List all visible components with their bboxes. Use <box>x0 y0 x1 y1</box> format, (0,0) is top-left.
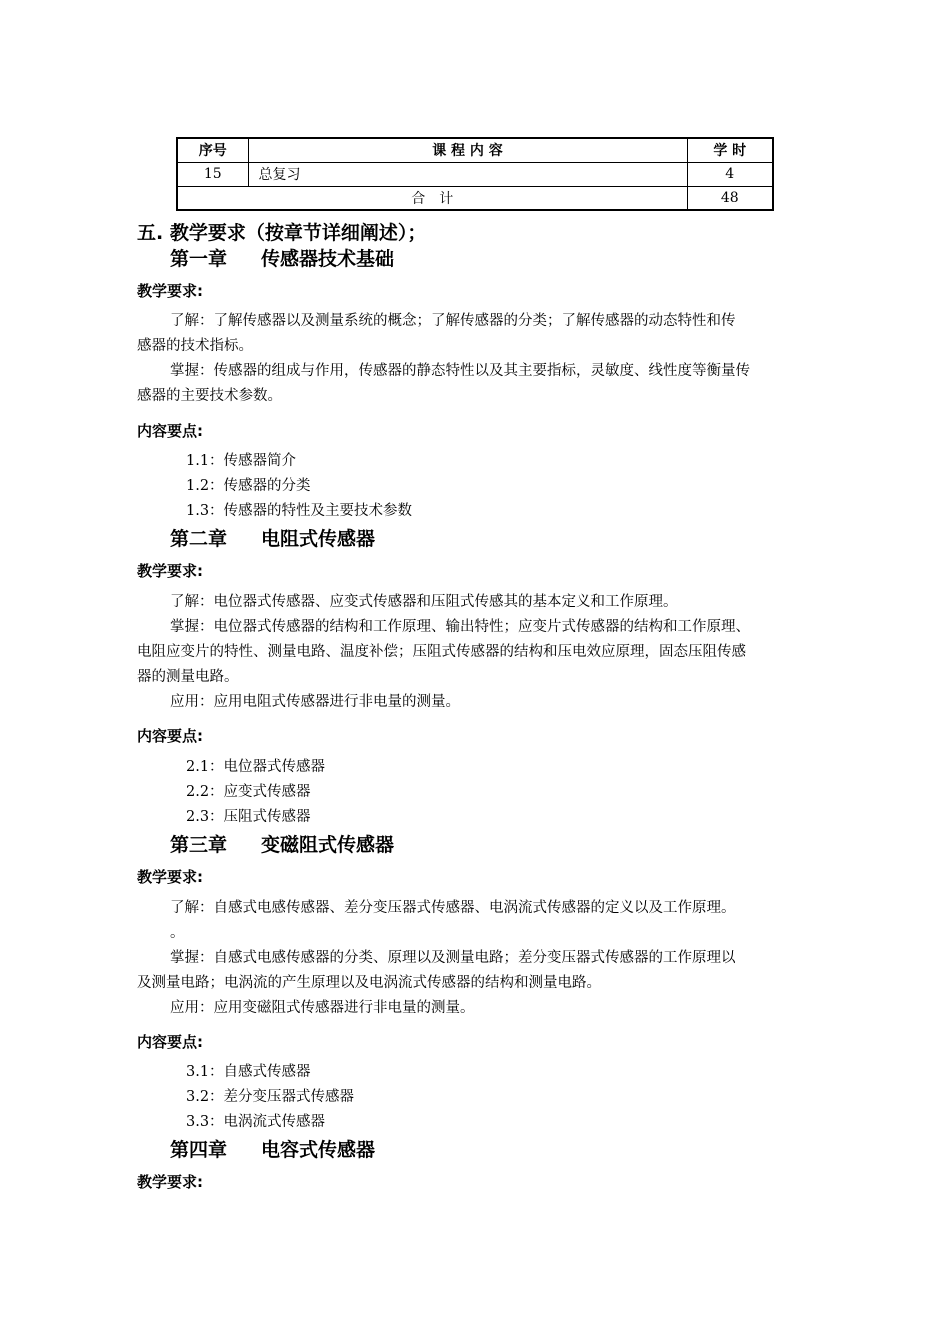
list-item: 3.3：电涡流式传感器 <box>186 1114 326 1130</box>
paragraph-line: 掌握：自感式电感传感器的分类、原理以及测量电路；差分变压器式传感器的工作原理以 <box>170 950 736 966</box>
header-content: 课 程 内 容 <box>248 138 687 162</box>
list-item: 3.1：自感式传感器 <box>186 1064 311 1080</box>
list-item: 1.3：传感器的特性及主要技术参数 <box>186 503 413 519</box>
list-item: 3.2：差分变压器式传感器 <box>186 1089 355 1105</box>
chapter-4-heading <box>170 1135 375 1162</box>
cell-no: 15 <box>177 162 248 186</box>
paragraph-line: 了解：电位器式传感器、应变式传感器和压阻式传感其的基本定义和工作原理。 <box>170 594 678 610</box>
chapter-number: 第三章 <box>170 834 228 856</box>
chapter-title: 电容式传感器 <box>261 1139 376 1161</box>
paragraph-line: 了解：自感式电感传感器、差分变压器式传感器、电涡流式传感器的定义以及工作原理。 <box>170 900 736 916</box>
paragraph-line: 应用：应用变磁阻式传感器进行非电量的测量。 <box>170 1000 475 1016</box>
hours-table <box>176 137 774 211</box>
paragraph-line: 及测量电路；电涡流的产生原理以及电涡流式传感器的结构和测量电路。 <box>137 975 601 991</box>
table-total-row <box>177 186 773 210</box>
teaching-requirements-label: 教学要求: <box>137 282 203 300</box>
content-points-label: 内容要点: <box>137 422 203 440</box>
paragraph-line: 应用：应用电阻式传感器进行非电量的测量。 <box>170 694 460 710</box>
chapter-number: 第四章 <box>170 1139 228 1161</box>
paragraph-line: 感器的技术指标。 <box>137 338 253 354</box>
cell-hours: 4 <box>687 162 773 186</box>
list-item: 1.1：传感器简介 <box>186 453 297 469</box>
paragraph-line: 掌握：传感器的组成与作用，传感器的静态特性以及其主要指标，灵敏度、线性度等衡量传 <box>170 363 750 379</box>
cell-content: 总复习 <box>248 162 687 186</box>
teaching-requirements-label: 教学要求: <box>137 1173 203 1191</box>
list-item: 2.1：电位器式传感器 <box>186 759 326 775</box>
chapter-2-heading <box>170 524 375 551</box>
list-item: 2.2：应变式传感器 <box>186 784 311 800</box>
chapter-title: 变磁阻式传感器 <box>261 834 395 856</box>
paragraph-line: 器的测量电路。 <box>137 669 239 685</box>
total-hours: 48 <box>687 186 773 210</box>
paragraph-line: 。 <box>170 925 185 941</box>
header-no: 序号 <box>177 138 248 162</box>
paragraph-line: 掌握：电位器式传感器的结构和工作原理、输出特性；应变片式传感器的结构和工作原理、 <box>170 619 750 635</box>
content-points-label: 内容要点: <box>137 727 203 745</box>
chapter-title: 电阻式传感器 <box>261 528 376 550</box>
chapter-title: 传感器技术基础 <box>261 248 395 270</box>
chapter-1-heading <box>170 244 394 271</box>
total-label: 合 计 <box>177 186 687 210</box>
teaching-requirements-label: 教学要求: <box>137 562 203 580</box>
chapter-3-heading <box>170 830 394 857</box>
header-hours: 学 时 <box>687 138 773 162</box>
table-row <box>177 162 773 186</box>
paragraph-line: 感器的主要技术参数。 <box>137 388 282 404</box>
list-item: 2.3：压阻式传感器 <box>186 809 311 825</box>
section-title: 五. 教学要求（按章节详细阐述）； <box>137 222 427 244</box>
chapter-number: 第一章 <box>170 248 228 270</box>
teaching-requirements-label: 教学要求: <box>137 868 203 886</box>
chapter-number: 第二章 <box>170 528 228 550</box>
paragraph-line: 了解：了解传感器以及测量系统的概念；了解传感器的分类；了解传感器的动态特性和传 <box>170 313 736 329</box>
paragraph-line: 电阻应变片的特性、测量电路、温度补偿；压阻式传感器的结构和压电效应原理，固态压阻传感 <box>137 644 746 660</box>
list-item: 1.2：传感器的分类 <box>186 478 311 494</box>
content-points-label: 内容要点: <box>137 1033 203 1051</box>
table-header-row <box>177 138 773 162</box>
